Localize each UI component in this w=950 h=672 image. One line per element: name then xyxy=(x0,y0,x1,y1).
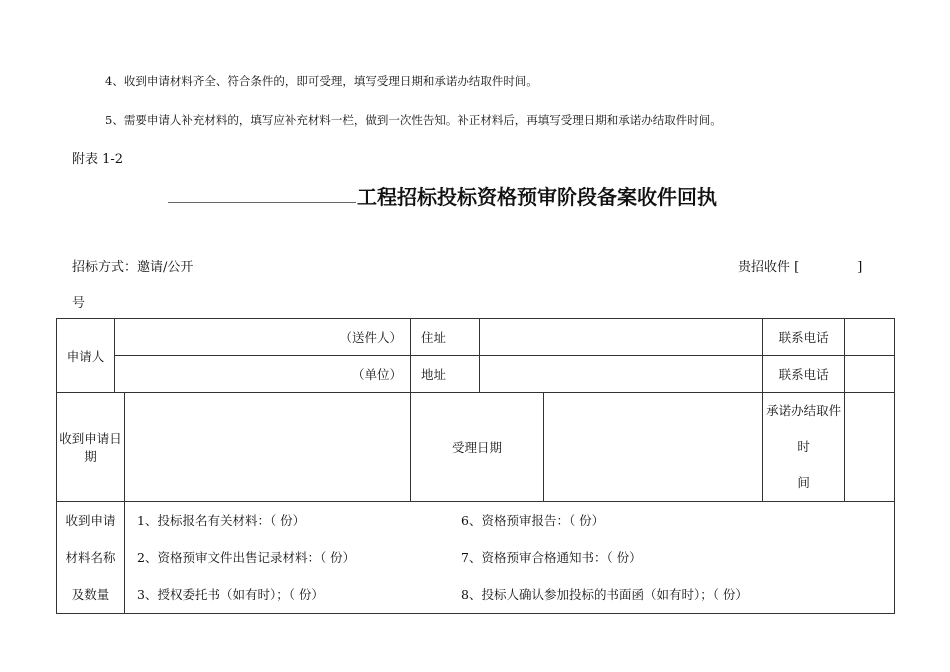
sender-label: （送件人） xyxy=(115,319,411,356)
note-item-4: 4、收到申请材料齐全、符合条件的，即可受理，填写受理日期和承诺办结取件时间。 xyxy=(105,74,538,88)
receipt-suffix: ] xyxy=(857,260,863,275)
residence-label: 住址 xyxy=(411,319,480,356)
bidding-method: 招标方式：邀请/公开 xyxy=(72,260,194,275)
address-label: 地址 xyxy=(411,356,480,393)
material-row xyxy=(125,539,894,576)
pledge-time-label-line-2: 间 xyxy=(797,475,810,490)
receipt-form-table xyxy=(56,318,895,614)
receipt-number xyxy=(738,256,862,275)
note-item-5: 5、需要申请人补充材料的，填写应补充材料一栏，做到一次性告知。补正材料后，再填写受理日期和承诺办结取件时间。 xyxy=(105,113,722,127)
material-item-2: 2、资格预审文件出售记录材料：（ 份） xyxy=(137,550,356,565)
material-item-6: 6、资格预审报告：（ 份） xyxy=(461,513,605,528)
received-date-field[interactable] xyxy=(125,393,411,502)
material-item-7: 7、资格预审合格通知书：（ 份） xyxy=(461,550,642,565)
material-item-3: 3、授权委托书（如有时）；（ 份） xyxy=(137,587,324,602)
receipt-prefix: 贵招收件 [ xyxy=(738,260,800,275)
materials-list xyxy=(125,502,895,614)
pledge-time-field[interactable] xyxy=(845,393,895,502)
materials-label-line-2: 材料名称 xyxy=(65,550,116,565)
material-item-8: 8、投标人确认参加投标的书面函（如有时）；（ 份） xyxy=(461,587,748,602)
phone-label-1: 联系电话 xyxy=(763,319,845,356)
appendix-label: 附表 1-2 xyxy=(72,152,124,167)
applicant-label: 申请人 xyxy=(57,319,115,393)
materials-label xyxy=(57,502,125,614)
received-date-label: 收到申请日期 xyxy=(57,393,125,502)
receipt-number-tail: 号 xyxy=(72,296,86,311)
pledge-time-label-line-1: 承诺办结取件时 xyxy=(766,403,842,454)
materials-label-line-1: 收到申请 xyxy=(65,513,116,528)
accepted-date-field[interactable] xyxy=(544,393,763,502)
accepted-date-label: 受理日期 xyxy=(411,393,544,502)
pledge-time-label xyxy=(763,393,845,502)
phone-field-1[interactable] xyxy=(845,319,895,356)
material-row xyxy=(125,502,894,539)
address-field[interactable] xyxy=(480,356,763,393)
document-title: 工程招标投标资格预审阶段备案收件回执 xyxy=(357,185,717,209)
unit-label: （单位） xyxy=(115,356,411,393)
phone-field-2[interactable] xyxy=(845,356,895,393)
material-row xyxy=(125,576,894,613)
residence-field[interactable] xyxy=(480,319,763,356)
material-item-1: 1、投标报名有关材料：（ 份） xyxy=(137,513,306,528)
title-blank-line xyxy=(168,202,356,203)
materials-label-line-3: 及数量 xyxy=(71,587,110,602)
phone-label-2: 联系电话 xyxy=(763,356,845,393)
